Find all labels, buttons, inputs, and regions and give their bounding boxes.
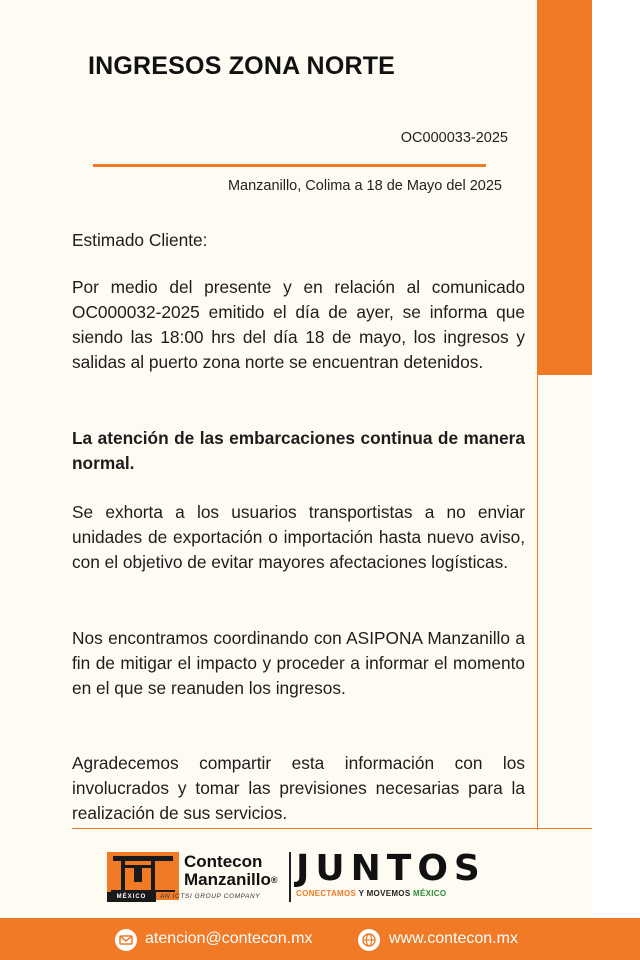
right-margin [592,0,640,960]
campaign-tagline [296,889,496,898]
globe-icon [358,929,380,951]
document-code: OC000033-2025 [400,130,508,146]
paragraph-1: Por medio del presente y en relación al comunicado OC000032-2025 emitido el día de ayer, se informa que siendo las 18:00 hrs del día 18 de mayo, los ingresos y salidas al puerto zona norte se encuentran detenidos. [72,277,525,372]
side-band-line [537,375,538,830]
website-link[interactable]: www.contecon.mx [389,930,518,947]
tagline-part1: CONECTAMOS [296,889,357,898]
company-name-line1: Contecon [184,852,263,871]
company-name-line2-text: Manzanillo [184,870,271,889]
juntos-logo: JUNTOS [296,848,486,889]
paragraph-5: Agradecemos compartir esta información con los involucrados y tomar las previsiones necesarias para la realización de sus servicios. [72,753,525,823]
company-name [184,853,284,889]
paragraph-2-bold: La atención de las embarcaciones continua de manera normal. [72,428,525,473]
group-tagline: AN ICTSI GROUP COMPANY [160,893,261,900]
tagline-part2: Y MOVEMOS [356,889,413,898]
mail-icon [115,929,137,951]
mexico-tag: MÉXICO [107,892,156,902]
header-rule [93,164,486,167]
logo-separator [289,852,291,902]
footer-divider [72,828,592,829]
tagline-part3: MÉXICO [412,889,447,898]
greeting: Estimado Cliente: [72,230,208,250]
place-date: Manzanillo, Colima a 18 de Mayo del 2025 [227,178,502,194]
company-name-line2 [184,871,284,889]
registered-mark: ® [270,875,278,885]
contact-footer [0,918,640,960]
document-title: INGRESOS ZONA NORTE [88,52,396,80]
orange-side-band [537,0,592,375]
paragraph-4: Nos encontramos coordinando con ASIPONA Manzanillo a fin de mitigar el impacto y proceder a informar el momento en el que se reanuden los ingresos. [72,628,525,698]
email-link[interactable]: atencion@contecon.mx [145,930,313,947]
paragraph-3: Se exhorta a los usuarios transportistas a no enviar unidades de exportación o importación hasta nuevo aviso, con el objetivo de evitar mayores afectaciones logísticas. [72,502,525,572]
